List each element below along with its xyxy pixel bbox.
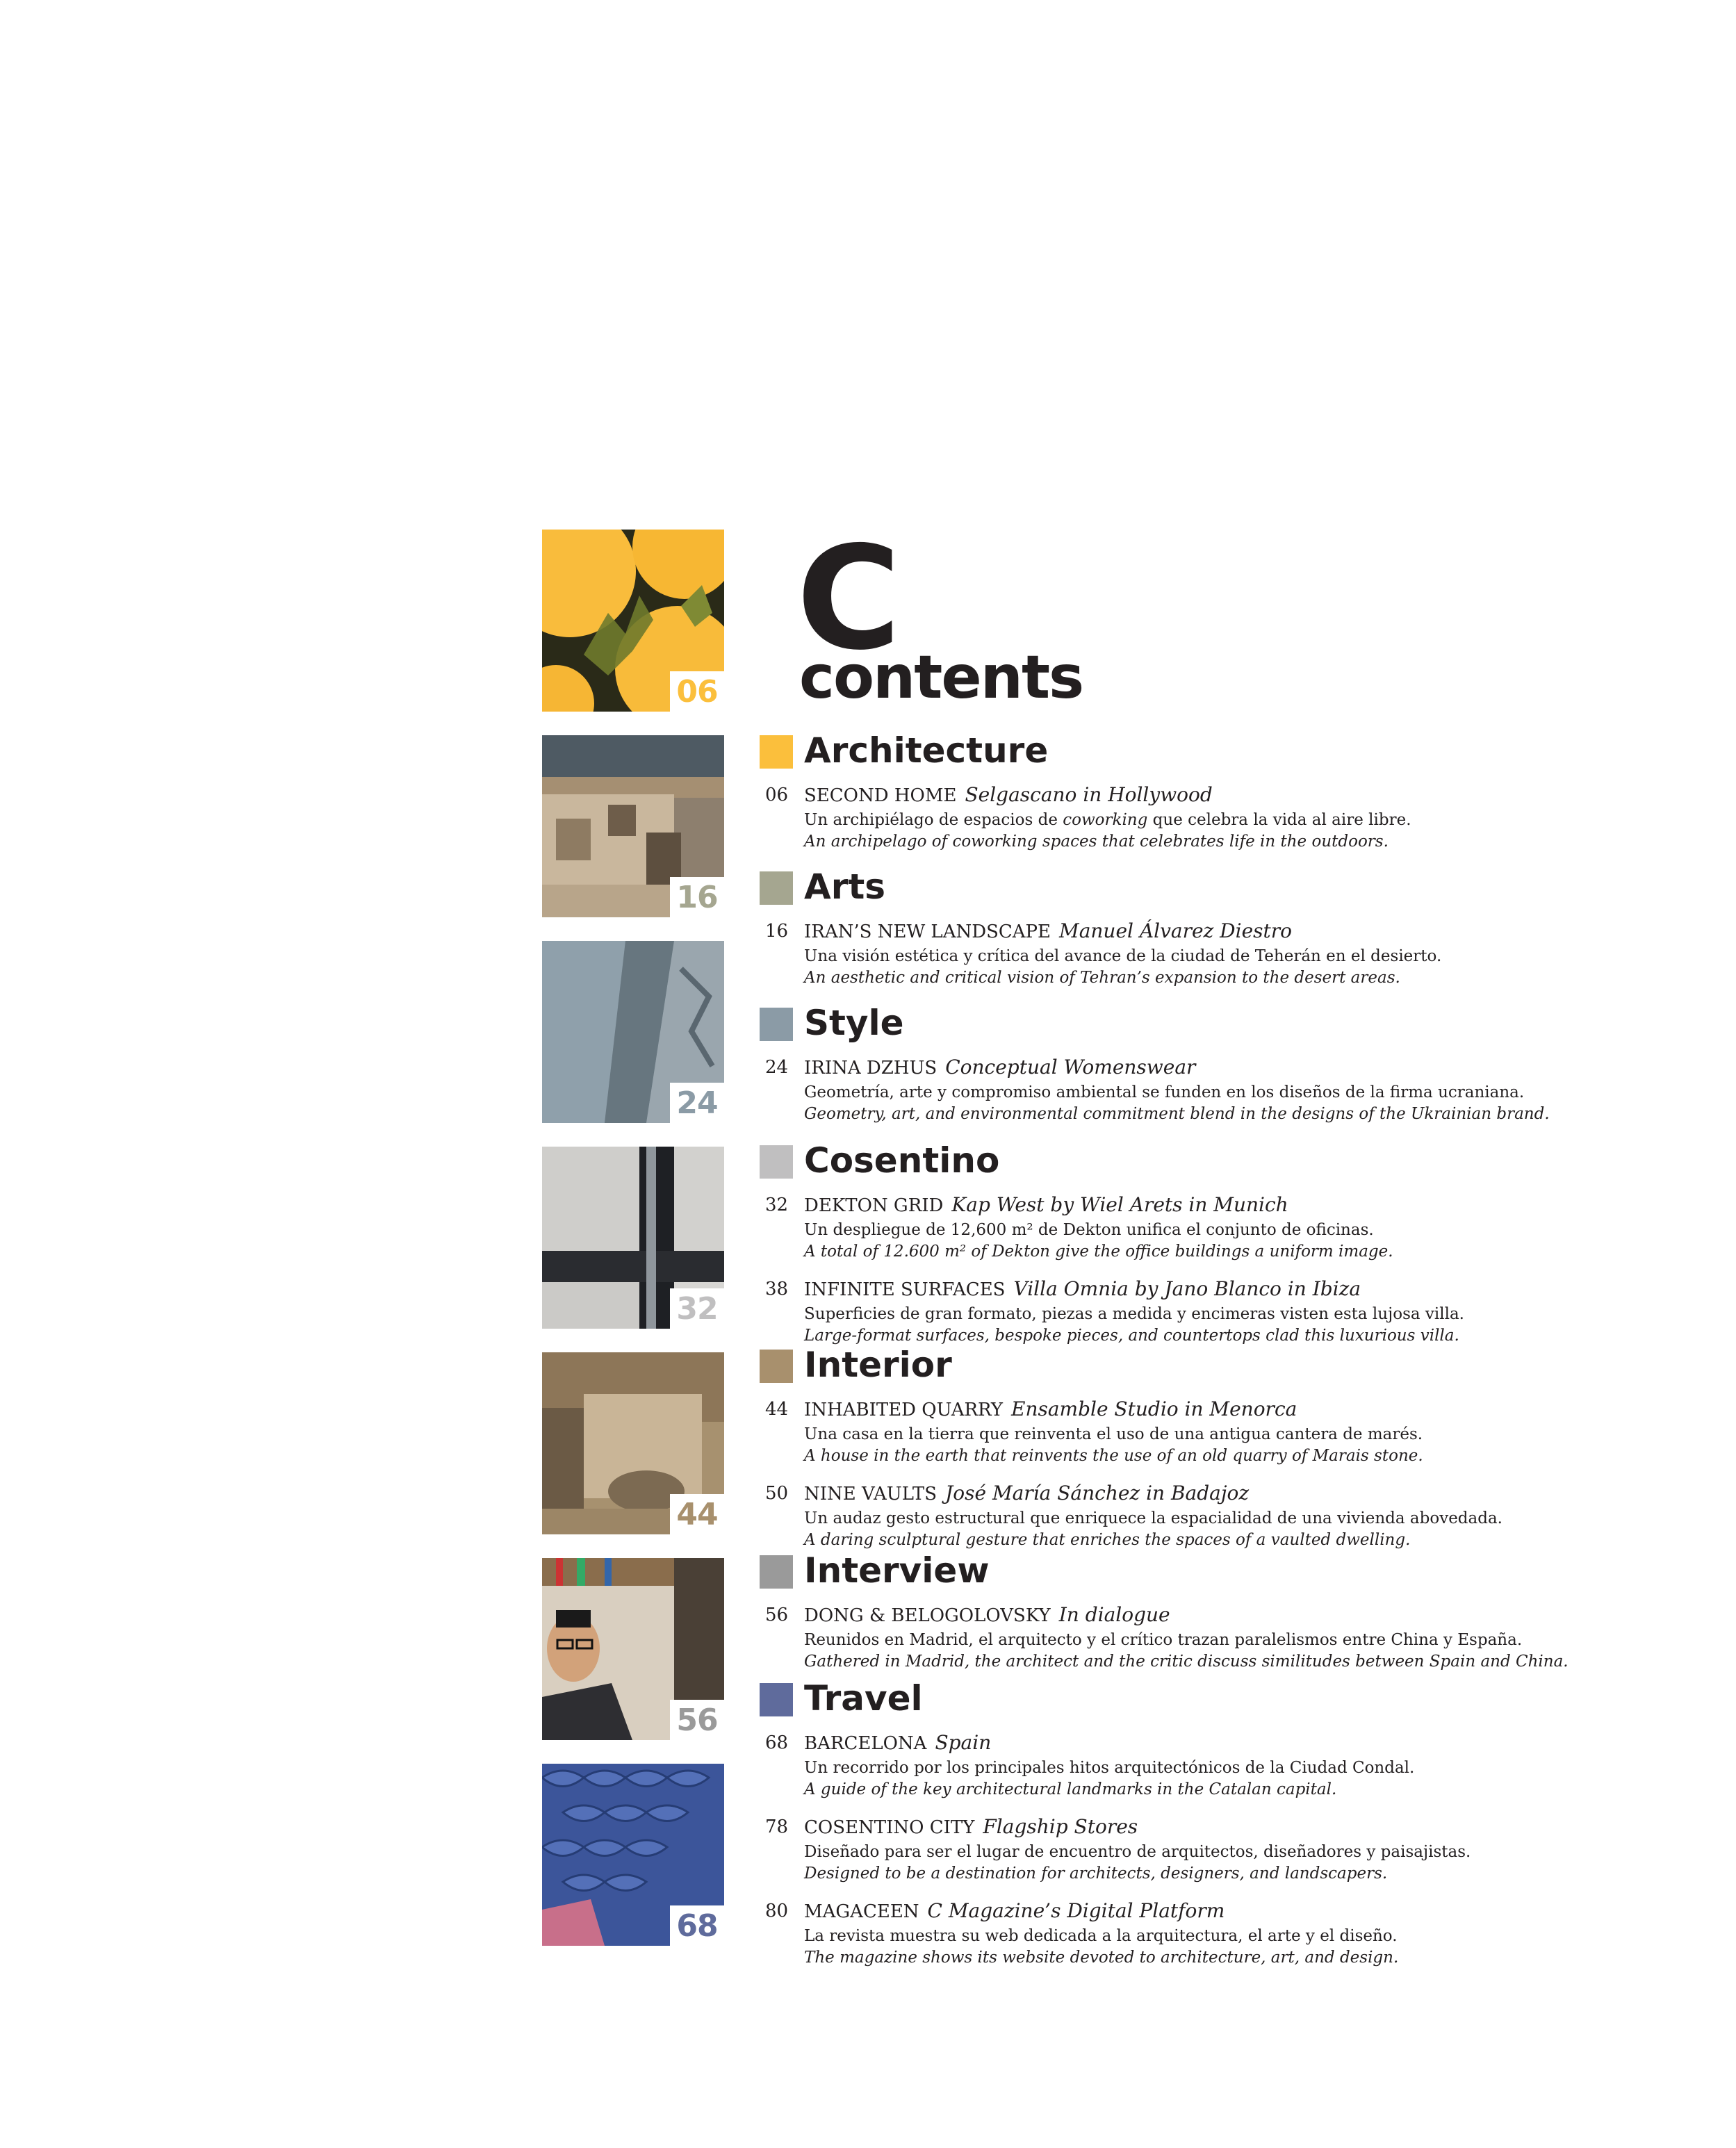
entry-description-en: Large-format surfaces, bespoke pieces, and countertops clad this luxurious villa.	[804, 1327, 1459, 1345]
entry-subtitle: Ensamble Studio in Menorca	[1011, 1397, 1297, 1420]
section-cosentino	[760, 1141, 1663, 1347]
entry-page-number: 24	[765, 1057, 789, 1078]
entry-page-number: 16	[765, 921, 789, 942]
toc-entry[interactable]	[760, 917, 1663, 989]
entry-description-en: The magazine shows its website devoted to architecture, art, and design.	[804, 1949, 1399, 1967]
entry-subtitle: Flagship Stores	[983, 1815, 1138, 1838]
entry-description-es: Diseñado para ser el lugar de encuentro de arquitectos, diseñadores y paisajistas.	[804, 1843, 1471, 1861]
entry-title-line	[804, 1191, 1663, 1220]
section-title: Architecture	[804, 730, 1049, 771]
entry-title-line	[804, 1813, 1663, 1842]
section-title: Cosentino	[804, 1140, 1000, 1181]
entry-page-number: 68	[765, 1732, 789, 1753]
entry-subtitle: In dialogue	[1058, 1603, 1170, 1626]
section-color-swatch	[760, 871, 793, 905]
entry-subtitle: Selgascano in Hollywood	[965, 783, 1213, 806]
toc-entry[interactable]	[760, 1729, 1663, 1801]
entry-title-line	[804, 1275, 1663, 1304]
thumb-page-number: 06	[670, 671, 724, 712]
entry-page-number: 80	[765, 1901, 789, 1921]
entry-description-en: A daring sculptural gesture that enriches the spaces of a vaulted dwelling.	[804, 1531, 1411, 1549]
entry-title: COSENTINO CITY	[804, 1817, 975, 1838]
entry-page-number: 06	[765, 785, 789, 805]
entry-title-line	[804, 1601, 1663, 1630]
entry-description-es: Un recorrido por los principales hitos arquitectónicos de la Ciudad Condal.	[804, 1759, 1415, 1777]
entry-title: IRINA DZHUS	[804, 1058, 937, 1079]
section-title: Style	[804, 1003, 904, 1043]
section-color-swatch	[760, 1683, 793, 1716]
thumb-architecture[interactable]	[542, 530, 724, 712]
entry-subtitle: Conceptual Womenswear	[945, 1056, 1196, 1079]
section-header	[760, 731, 1663, 774]
entry-description-es: Superficies de gran formato, piezas a medida y encimeras visten esta lujosa villa.	[804, 1305, 1464, 1323]
entry-title: DONG & BELOGOLOVSKY	[804, 1605, 1051, 1626]
entry-description-en: A house in the earth that reinvents the use of an old quarry of Marais stone.	[804, 1447, 1423, 1465]
thumb-page-number: 24	[670, 1083, 724, 1123]
section-interview	[760, 1551, 1663, 1673]
entry-description-en: Geometry, art, and environmental commitment blend in the designs of the Ukrainian brand.	[804, 1105, 1550, 1123]
entry-title: NINE VAULTS	[804, 1484, 937, 1505]
entry-title: IRAN’S NEW LANDSCAPE	[804, 921, 1051, 942]
entry-subtitle: Kap West by Wiel Arets in Munich	[951, 1193, 1288, 1216]
toc-entry[interactable]	[760, 1275, 1663, 1347]
entry-page-number: 56	[765, 1605, 789, 1625]
section-title: Travel	[804, 1678, 923, 1719]
entry-subtitle: C Magazine’s Digital Platform	[927, 1899, 1225, 1922]
entry-es-text-end: que celebra la vida al aire libre.	[1147, 811, 1411, 829]
entry-description-es: Una visión estética y crítica del avance de la ciudad de Teherán en el desierto.	[804, 947, 1442, 965]
contents-heading: contents	[799, 643, 1083, 712]
entry-subtitle: José María Sánchez in Badajoz	[945, 1482, 1250, 1505]
section-arts	[760, 867, 1663, 989]
entry-title-line	[804, 1897, 1663, 1926]
entry-page-number: 50	[765, 1483, 789, 1504]
thumb-page-number: 56	[670, 1700, 724, 1740]
toc-entry[interactable]	[760, 1395, 1663, 1467]
thumb-page-number: 16	[670, 877, 724, 917]
section-style	[760, 1003, 1663, 1125]
entry-title-line	[804, 781, 1663, 810]
thumb-interior[interactable]	[542, 1352, 724, 1534]
entry-title-line	[804, 1479, 1663, 1508]
thumb-page-number: 68	[670, 1905, 724, 1946]
thumb-page-number: 32	[670, 1288, 724, 1329]
toc-entry[interactable]	[760, 1479, 1663, 1551]
entry-title: DEKTON GRID	[804, 1195, 944, 1216]
thumb-interview[interactable]	[542, 1558, 724, 1740]
section-architecture	[760, 731, 1663, 853]
entry-title-line	[804, 1053, 1663, 1082]
section-color-swatch	[760, 1008, 793, 1041]
entry-description-en: An aesthetic and critical vision of Tehran’s expansion to the desert areas.	[804, 969, 1400, 987]
entry-title-line	[804, 1729, 1663, 1757]
entry-page-number: 32	[765, 1195, 789, 1215]
entry-title-line	[804, 917, 1663, 946]
section-header	[760, 867, 1663, 910]
entry-description-en: Designed to be a destination for architects, designers, and landscapers.	[804, 1864, 1388, 1883]
entry-page-number: 44	[765, 1399, 789, 1420]
toc-entry[interactable]	[760, 1813, 1663, 1885]
thumb-style[interactable]	[542, 941, 724, 1123]
entry-title: MAGACEEN	[804, 1901, 919, 1922]
toc-entry[interactable]	[760, 1191, 1663, 1263]
entry-description-es: Reunidos en Madrid, el arquitecto y el crítico trazan paralelismos entre China y España.	[804, 1631, 1523, 1649]
entry-description-en: Gathered in Madrid, the architect and the critic discuss similitudes between Spain and China.	[804, 1653, 1569, 1671]
section-header	[760, 1345, 1663, 1388]
entry-description-en: An archipelago of coworking spaces that celebrates life in the outdoors.	[804, 833, 1389, 851]
entry-title: SECOND HOME	[804, 785, 957, 806]
toc-entry[interactable]	[760, 1897, 1663, 1969]
section-header	[760, 1003, 1663, 1047]
toc-entry[interactable]	[760, 1601, 1663, 1673]
section-color-swatch	[760, 1350, 793, 1383]
entry-title: BARCELONA	[804, 1733, 927, 1754]
entry-subtitle: Manuel Álvarez Diestro	[1059, 919, 1293, 942]
entry-description-en: A guide of the key architectural landmarks in the Catalan capital.	[804, 1780, 1337, 1798]
entry-description-es	[804, 810, 1663, 831]
thumb-travel[interactable]	[542, 1764, 724, 1946]
entry-title-line	[804, 1395, 1663, 1424]
section-header	[760, 1141, 1663, 1184]
entry-es-text: Un archipiélago de espacios de	[804, 811, 1063, 829]
entry-description-es: Un despliegue de 12,600 m² de Dekton unifica el conjunto de oficinas.	[804, 1221, 1374, 1239]
entry-subtitle: Spain	[935, 1731, 992, 1754]
entry-title: INFINITE SURFACES	[804, 1279, 1006, 1300]
thumb-page-number: 44	[670, 1494, 724, 1534]
section-travel	[760, 1679, 1663, 1969]
entry-description-es: Un audaz gesto estructural que enriquece la espacialidad de una vivienda abovedada.	[804, 1509, 1502, 1527]
section-header	[760, 1551, 1663, 1594]
section-color-swatch	[760, 1145, 793, 1179]
entry-description-es: La revista muestra su web dedicada a la arquitectura, el arte y el diseño.	[804, 1927, 1398, 1945]
entry-es-italic: coworking	[1063, 811, 1148, 829]
thumb-arts[interactable]	[542, 735, 724, 917]
entry-description-es: Una casa en la tierra que reinventa el uso de una antigua cantera de marés.	[804, 1425, 1423, 1443]
entry-description-es: Geometría, arte y compromiso ambiental se funden en los diseños de la firma ucraniana.	[804, 1083, 1525, 1101]
entry-page-number: 38	[765, 1279, 789, 1300]
section-title: Interior	[804, 1345, 952, 1385]
section-color-swatch	[760, 735, 793, 769]
section-title: Interview	[804, 1550, 990, 1591]
entry-description-en: A total of 12.600 m² of Dekton give the office buildings a uniform image.	[804, 1243, 1393, 1261]
toc-entry[interactable]	[760, 1053, 1663, 1125]
entry-title: INHABITED QUARRY	[804, 1400, 1003, 1420]
thumb-cosentino[interactable]	[542, 1147, 724, 1329]
section-title: Arts	[804, 867, 886, 907]
section-interior	[760, 1345, 1663, 1551]
contents-big-letter: C	[796, 516, 901, 682]
entry-page-number: 78	[765, 1817, 789, 1837]
entry-subtitle: Villa Omnia by Jano Blanco in Ibiza	[1013, 1277, 1361, 1300]
section-header	[760, 1679, 1663, 1722]
section-color-swatch	[760, 1555, 793, 1589]
toc-entry[interactable]	[760, 781, 1663, 853]
